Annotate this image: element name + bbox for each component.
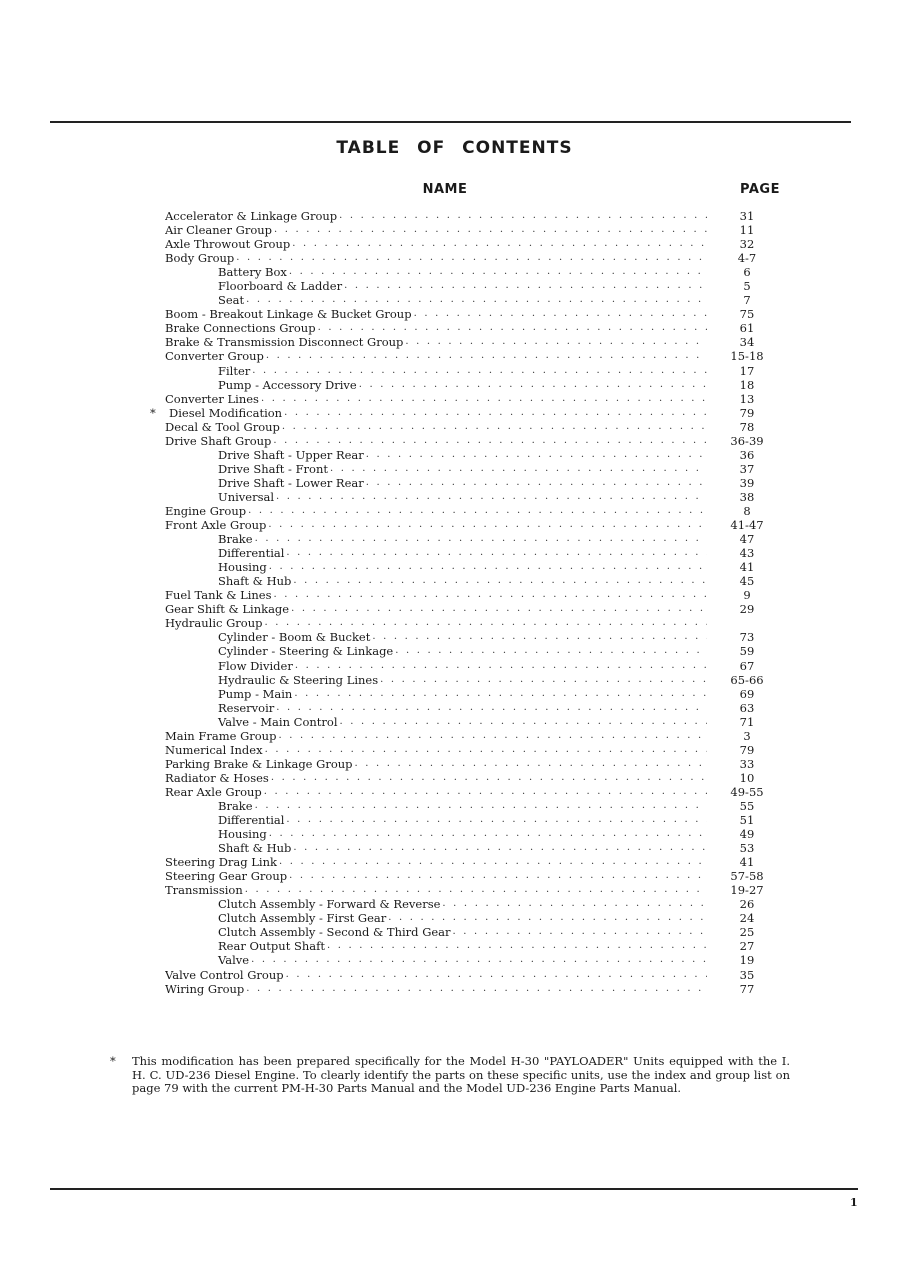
top-rule [50, 121, 851, 123]
toc-entry-name: Pump - Main [218, 686, 293, 701]
toc-entry [165, 827, 785, 841]
toc-entry-name: Clutch Assembly - Forward & Reverse [218, 897, 441, 912]
toc-entry [165, 855, 785, 869]
toc-entry-name: Battery Box [218, 265, 287, 280]
toc-entry-name: Differential [218, 546, 285, 561]
toc-entry [165, 546, 785, 560]
toc-entry-name: Brake [218, 798, 253, 813]
toc-entry-page: 35 [739, 967, 755, 982]
dot-leader [405, 335, 707, 349]
toc-entry-page: 67 [739, 658, 755, 673]
dot-leader [366, 448, 707, 462]
toc-entry-name: Cylinder - Boom & Bucket [218, 630, 371, 645]
toc-entry [165, 602, 785, 616]
toc-entry-name: Transmission [165, 883, 243, 898]
toc-entry [165, 237, 785, 251]
toc-entry-page: 49 [739, 827, 755, 842]
dot-leader [359, 378, 707, 392]
toc-entry-name: Brake Connections Group [165, 321, 316, 336]
toc-entry-page: 32 [739, 237, 755, 252]
toc-entry [165, 968, 785, 982]
column-header-name: NAME [422, 182, 468, 197]
dot-leader [289, 869, 707, 883]
toc-entry [165, 378, 785, 392]
dot-leader [453, 925, 707, 939]
toc-entry-name: Body Group [165, 251, 235, 266]
toc-entry-name: Reservoir [218, 700, 275, 715]
toc-entry [165, 869, 785, 883]
dot-leader [291, 602, 707, 616]
toc-entry-name: Valve Control Group [165, 967, 284, 982]
toc-entry [165, 911, 785, 925]
toc-entry-name: Shaft & Hub [218, 574, 292, 589]
toc-entry [165, 939, 785, 953]
toc-entry [165, 715, 785, 729]
toc-entry-name: Converter Lines [165, 391, 259, 406]
column-header-page: PAGE [740, 182, 780, 197]
toc-entry-name: Axle Throwout Group [165, 237, 291, 252]
toc-entry [165, 953, 785, 967]
dot-leader [293, 574, 707, 588]
dot-leader [292, 237, 707, 251]
toc-entry-name: Flow Divider [218, 658, 293, 673]
dot-leader [282, 420, 707, 434]
dot-leader [318, 321, 707, 335]
toc-entry-page: 39 [739, 475, 755, 490]
toc-entry-name: Drive Shaft - Front [218, 461, 328, 476]
toc-entry-name: Shaft & Hub [218, 841, 292, 856]
toc-entry-page: 3 [743, 728, 751, 743]
toc-entry-name: Rear Axle Group [165, 784, 262, 799]
toc-entry-page: 19-27 [730, 883, 764, 898]
toc-entry [165, 462, 785, 476]
dot-leader [264, 616, 707, 630]
dot-leader [264, 785, 707, 799]
dot-leader [327, 939, 707, 953]
toc-entry [165, 321, 785, 335]
toc-entry-page: 69 [739, 686, 755, 701]
dot-leader [372, 630, 707, 644]
toc-entry [165, 349, 785, 363]
toc-entry-name: Hydraulic Group [165, 616, 263, 631]
toc-entry-page: 18 [739, 377, 755, 392]
toc-entry-name: Steering Drag Link [165, 855, 277, 870]
toc-entry-name: Wiring Group [165, 981, 245, 996]
bottom-rule [50, 1188, 858, 1190]
toc-entry-name: Differential [218, 813, 285, 828]
dot-leader [380, 673, 707, 687]
toc-entry [165, 982, 785, 996]
page-number: 1 [850, 1196, 858, 1209]
dot-leader [289, 265, 707, 279]
dot-leader [248, 504, 707, 518]
toc-entry-name: Main Frame Group [165, 728, 277, 743]
dot-leader [366, 476, 707, 490]
toc-entry [165, 701, 785, 715]
toc-entry [165, 574, 785, 588]
dot-leader [279, 855, 707, 869]
dot-leader [278, 729, 707, 743]
toc-entry-page: 13 [739, 391, 755, 406]
toc-entry [165, 490, 785, 504]
toc-entry-name: Pump - Accessory Drive [218, 377, 357, 392]
toc-entry-page: 7 [743, 293, 751, 308]
dot-leader [276, 490, 707, 504]
toc-entry-name: Valve - Main Control [218, 714, 338, 729]
toc-entry-name: Fuel Tank & Lines [165, 588, 272, 603]
toc-entry-page: 24 [739, 911, 755, 926]
toc-entry-page: 38 [739, 489, 755, 504]
toc-entry [165, 771, 785, 785]
toc-entry-name: Hydraulic & Steering Lines [218, 672, 379, 687]
toc-entry [165, 799, 785, 813]
dot-leader [355, 757, 707, 771]
dot-leader [265, 743, 707, 757]
toc-entry-page: 11 [739, 223, 755, 238]
toc-entry-page: 78 [739, 419, 755, 434]
toc-entry-page: 65-66 [730, 672, 764, 687]
dot-leader [286, 813, 707, 827]
toc-entry-name: Front Axle Group [165, 518, 267, 533]
toc-entry-page: 19 [739, 953, 755, 968]
dot-leader [246, 982, 707, 996]
toc-entry [165, 841, 785, 855]
toc-entry [165, 279, 785, 293]
dot-leader [442, 897, 707, 911]
toc-entry-name: Boom - Breakout Linkage & Bucket Group [165, 307, 412, 322]
toc-entry-page: 17 [739, 363, 755, 378]
toc-list [150, 209, 785, 996]
toc-entry [165, 925, 785, 939]
dot-leader [268, 518, 707, 532]
toc-entry-page: 77 [739, 981, 755, 996]
toc-entry [165, 616, 785, 630]
toc-entry-name: Air Cleaner Group [165, 223, 273, 238]
toc-entry [165, 743, 785, 757]
toc-entry-page: 29 [739, 602, 755, 617]
toc-entry-name: Housing [218, 560, 267, 575]
toc-entry [165, 434, 785, 448]
toc-entry-name: Floorboard & Ladder [218, 279, 343, 294]
toc-entry [165, 757, 785, 771]
toc-entry [165, 335, 785, 349]
toc-entry [165, 883, 785, 897]
toc-entry-page: 31 [739, 209, 755, 223]
toc-entry-name: Decal & Tool Group [165, 419, 280, 434]
dot-leader [293, 841, 707, 855]
footnote-marker: * [110, 1054, 116, 1068]
dot-leader [284, 406, 707, 420]
toc-entry-name: Drive Shaft - Lower Rear [218, 475, 364, 490]
toc-entry-name: Numerical Index [165, 742, 263, 757]
toc-entry-page: 26 [739, 897, 755, 912]
toc-entry [150, 405, 785, 420]
toc-entry-name: Seat [218, 293, 245, 308]
toc-entry-name: Drive Shaft Group [165, 433, 272, 448]
dot-leader [252, 364, 707, 378]
toc-entry-name: Valve [218, 953, 250, 968]
toc-entry-page: 79 [739, 742, 755, 757]
dot-leader [246, 293, 707, 307]
dot-leader [295, 659, 707, 673]
toc-entry [165, 644, 785, 658]
toc-entry [165, 265, 785, 279]
toc-entry-name: Converter Group [165, 349, 264, 364]
toc-entry-name: Housing [218, 827, 267, 842]
toc-entry-name: Parking Brake & Linkage Group [165, 756, 353, 771]
toc-entry-page: 57-58 [730, 869, 764, 884]
toc-entry-page: 59 [739, 644, 755, 659]
dot-leader [245, 883, 707, 897]
toc-entry-page: 27 [739, 939, 755, 954]
footnote [110, 1055, 790, 1096]
dot-leader [251, 953, 707, 967]
toc-entry-page: 36-39 [730, 433, 764, 448]
dot-leader [330, 462, 707, 476]
toc-entry [165, 504, 785, 518]
toc-entry-name: Clutch Assembly - First Gear [218, 911, 387, 926]
dot-leader [344, 279, 707, 293]
toc-entry-name: Accelerator & Linkage Group [165, 209, 338, 223]
dot-leader [339, 209, 707, 223]
toc-entry [165, 560, 785, 574]
dot-leader [274, 588, 707, 602]
toc-entry-page: 43 [739, 546, 755, 561]
toc-entry-name: Radiator & Hoses [165, 770, 269, 785]
toc-entry [165, 897, 785, 911]
toc-entry-page: 61 [739, 321, 755, 336]
toc-entry-name: Cylinder - Steering & Linkage [218, 644, 394, 659]
toc-entry [165, 518, 785, 532]
toc-entry-name: Brake & Transmission Disconnect Group [165, 335, 404, 350]
toc-entry-page: 41 [739, 560, 755, 575]
toc-entry-page: 4-7 [737, 251, 757, 266]
toc-entry-name: Engine Group [165, 503, 247, 518]
toc-entry-page: 41-47 [730, 518, 764, 533]
toc-entry-page: 63 [739, 700, 755, 715]
toc-entry [165, 209, 785, 223]
toc-entry [165, 307, 785, 321]
toc-entry [165, 588, 785, 602]
toc-entry [165, 251, 785, 265]
toc-entry [165, 532, 785, 546]
toc-entry [165, 785, 785, 799]
toc-entry-page: 10 [739, 770, 755, 785]
toc-entry [165, 476, 785, 490]
toc-entry-name: Rear Output Shaft [218, 939, 325, 954]
toc-entry [165, 448, 785, 462]
dot-leader [236, 251, 707, 265]
toc-entry-name: Drive Shaft - Upper Rear [218, 447, 364, 462]
toc-entry [165, 729, 785, 743]
dot-leader [276, 701, 707, 715]
toc-entry-page: 53 [739, 841, 755, 856]
page-title: TABLE OF CONTENTS [336, 138, 573, 158]
asterisk-marker: * [150, 405, 156, 420]
dot-leader [271, 771, 707, 785]
dot-leader [286, 546, 707, 560]
toc-entry-page: 15-18 [730, 349, 764, 364]
toc-entry [165, 630, 785, 644]
toc-entry-name: Brake [218, 532, 253, 547]
dot-leader [255, 532, 707, 546]
toc-entry [165, 293, 785, 307]
footnote-text: This modification has been prepared specifically for the Model H-30 "PAYLOADER" Units equipped with the I. H. C. UD-236 Diesel Engine. To clearly identify the parts on these specific units, use the index and group list on page 79 with the current PM-H-30 Parts Manual and the Model UD-236 Engine Parts Manual. [132, 1054, 790, 1095]
toc-entry-name: Filter [218, 363, 251, 378]
dot-leader [266, 349, 707, 363]
dot-leader [286, 968, 707, 982]
toc-entry-page: 25 [739, 925, 755, 940]
toc-entry-name: Diesel Modification [169, 405, 283, 420]
dot-leader [294, 687, 707, 701]
toc-entry-page: 75 [739, 307, 755, 322]
dot-leader [274, 223, 707, 237]
toc-entry [165, 813, 785, 827]
toc-entry-name: Clutch Assembly - Second & Third Gear [218, 925, 451, 940]
toc-entry-page: 33 [739, 756, 755, 771]
dot-leader [340, 715, 707, 729]
toc-entry-name: Steering Gear Group [165, 869, 288, 884]
dot-leader [395, 644, 707, 658]
toc-entry-page: 36 [739, 447, 755, 462]
toc-entry-page: 73 [739, 630, 755, 645]
toc-entry [165, 673, 785, 687]
dot-leader [388, 911, 707, 925]
toc-entry-name: Universal [218, 489, 275, 504]
dot-leader [269, 560, 707, 574]
toc-entry [165, 364, 785, 378]
toc-entry-page: 37 [739, 461, 755, 476]
toc-entry-page: 6 [743, 265, 751, 280]
toc-entry [165, 223, 785, 237]
toc-entry-name: Gear Shift & Linkage [165, 602, 290, 617]
toc-entry [165, 659, 785, 673]
toc-entry [165, 687, 785, 701]
dot-leader [255, 799, 707, 813]
toc-entry-page: 49-55 [730, 784, 764, 799]
dot-leader [273, 434, 707, 448]
toc-entry [165, 420, 785, 434]
toc-entry-page: 5 [743, 279, 751, 294]
dot-leader [269, 827, 707, 841]
toc-entry-page: 51 [739, 813, 755, 828]
dot-leader [261, 392, 707, 406]
toc-entry-page: 79 [739, 405, 755, 420]
toc-entry-page: 41 [739, 855, 755, 870]
toc-entry-page: 45 [739, 574, 755, 589]
toc-entry-page: 71 [739, 714, 755, 729]
dot-leader [414, 307, 707, 321]
toc-entry-page: 47 [739, 532, 755, 547]
toc-entry-page: 9 [743, 588, 751, 603]
toc-entry-page: 34 [739, 335, 755, 350]
toc-entry [165, 392, 785, 406]
toc-entry-page: 8 [743, 503, 751, 518]
toc-entry-page: 55 [739, 798, 755, 813]
